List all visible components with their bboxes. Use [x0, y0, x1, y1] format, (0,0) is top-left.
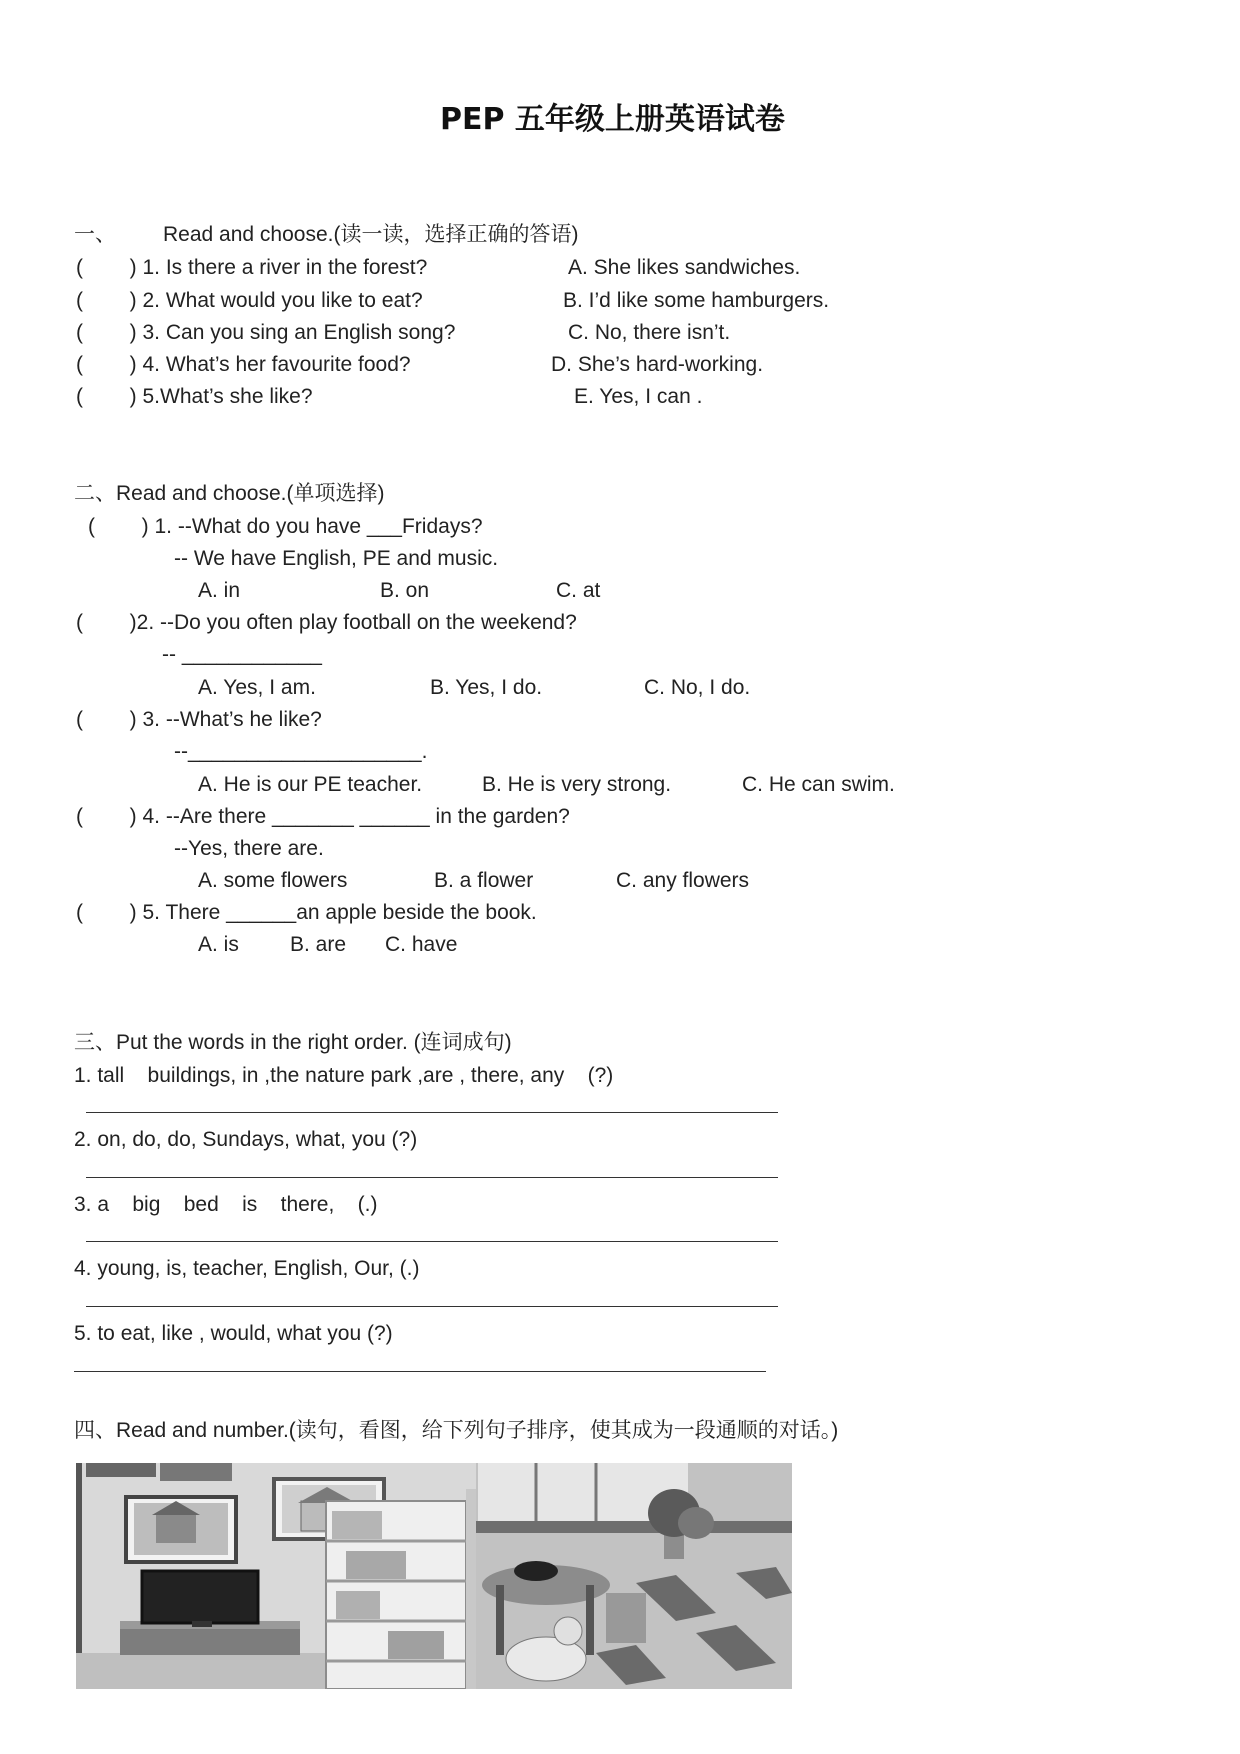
cat — [514, 1561, 558, 1581]
section1-question-3: ( ) 3. Can you sing an English song? — [76, 321, 456, 344]
section2-q2-stem: ( )2. --Do you often play football on the weekend? — [76, 611, 577, 634]
section2-q3-reply: --____________________. — [174, 740, 428, 763]
section1-heading-number: 一、 — [74, 223, 116, 246]
answer-line-2[interactable] — [86, 1177, 778, 1178]
page-title: PEP 五年级上册英语试卷 — [440, 102, 785, 137]
section3-heading: 三、Put the words in the right order. (连词成句) — [74, 1031, 512, 1054]
section2-q5-option-b: B. are — [290, 933, 347, 956]
section2-q3-option-b: B. He is very strong. — [482, 773, 672, 796]
answer-line-1[interactable] — [86, 1112, 778, 1113]
section1-answer-d: D. She’s hard-working. — [551, 353, 764, 376]
answer-line-5[interactable] — [74, 1371, 766, 1372]
section2-q4-option-b: B. a flower — [434, 869, 534, 892]
section2-q2-option-b: B. Yes, I do. — [430, 676, 543, 699]
section2-q4-option-a: A. some flowers — [198, 869, 348, 892]
section3-item-1: 1. tall buildings, in ,the nature park ,are , there, any (?) — [74, 1064, 614, 1087]
section2-q1-option-a: A. in — [198, 579, 241, 602]
section2-heading: 二、Read and choose.(单项选择) — [74, 482, 385, 505]
section4-heading: 四、Read and number.(读句，看图，给下列句子排序，使其成为一段通顺的对话。) — [74, 1419, 839, 1442]
answer-line-3[interactable] — [86, 1241, 778, 1242]
answer-line-4[interactable] — [86, 1306, 778, 1307]
framed-picture-left — [126, 1497, 236, 1562]
living-room-illustration — [76, 1463, 792, 1689]
section1-heading: Read and choose.(读一读，选择正确的答语) — [163, 223, 579, 246]
section2-q2-option-a: A. Yes, I am. — [198, 676, 316, 699]
bookcase — [326, 1489, 486, 1689]
section1-answer-c: C. No, there isn’t. — [568, 321, 731, 344]
section2-q1-option-b: B. on — [380, 579, 430, 602]
section2-q5-stem: ( ) 5. There ______an apple beside the book. — [76, 901, 537, 924]
section1-question-4: ( ) 4. What’s her favourite food? — [76, 353, 411, 376]
section2-q5-option-a: A. is — [198, 933, 239, 956]
section1-answer-b: B. I’d like some hamburgers. — [563, 289, 830, 312]
section3-item-5: 5. to eat, like , would, what you (?) — [74, 1322, 393, 1345]
television — [142, 1571, 258, 1627]
section1-answer-a: A. She likes sandwiches. — [568, 256, 801, 279]
section2-q3-option-a: A. He is our PE teacher. — [198, 773, 423, 796]
section2-q1-option-c: C. at — [556, 579, 601, 602]
section2-q2-reply: -- ____________ — [162, 643, 322, 666]
section3-item-3: 3. a big bed is there, (.) — [74, 1193, 378, 1216]
section2-q4-option-c: C. any flowers — [616, 869, 750, 892]
section1-question-5: ( ) 5.What’s she like? — [76, 385, 313, 408]
section3-item-2: 2. on, do, do, Sundays, what, you (?) — [74, 1128, 418, 1151]
section2-q5-option-c: C. have — [385, 933, 458, 956]
section2-q4-stem: ( ) 4. --Are there _______ ______ in the garden? — [76, 805, 570, 828]
section2-q3-option-c: C. He can swim. — [742, 773, 895, 796]
section2-q3-stem: ( ) 3. --What’s he like? — [76, 708, 322, 731]
section2-q1-reply: -- We have English, PE and music. — [174, 547, 499, 570]
section1-question-2: ( ) 2. What would you like to eat? — [76, 289, 423, 312]
section3-item-4: 4. young, is, teacher, English, Our, (.) — [74, 1257, 420, 1280]
section2-q1-stem: ( ) 1. --What do you have ___Fridays? — [88, 515, 483, 538]
section1-question-1: ( ) 1. Is there a river in the forest? — [76, 256, 428, 279]
section2-q2-option-c: C. No, I do. — [644, 676, 751, 699]
section1-answer-e: E. Yes, I can . — [574, 385, 703, 408]
section2-q4-reply: --Yes, there are. — [174, 837, 324, 860]
